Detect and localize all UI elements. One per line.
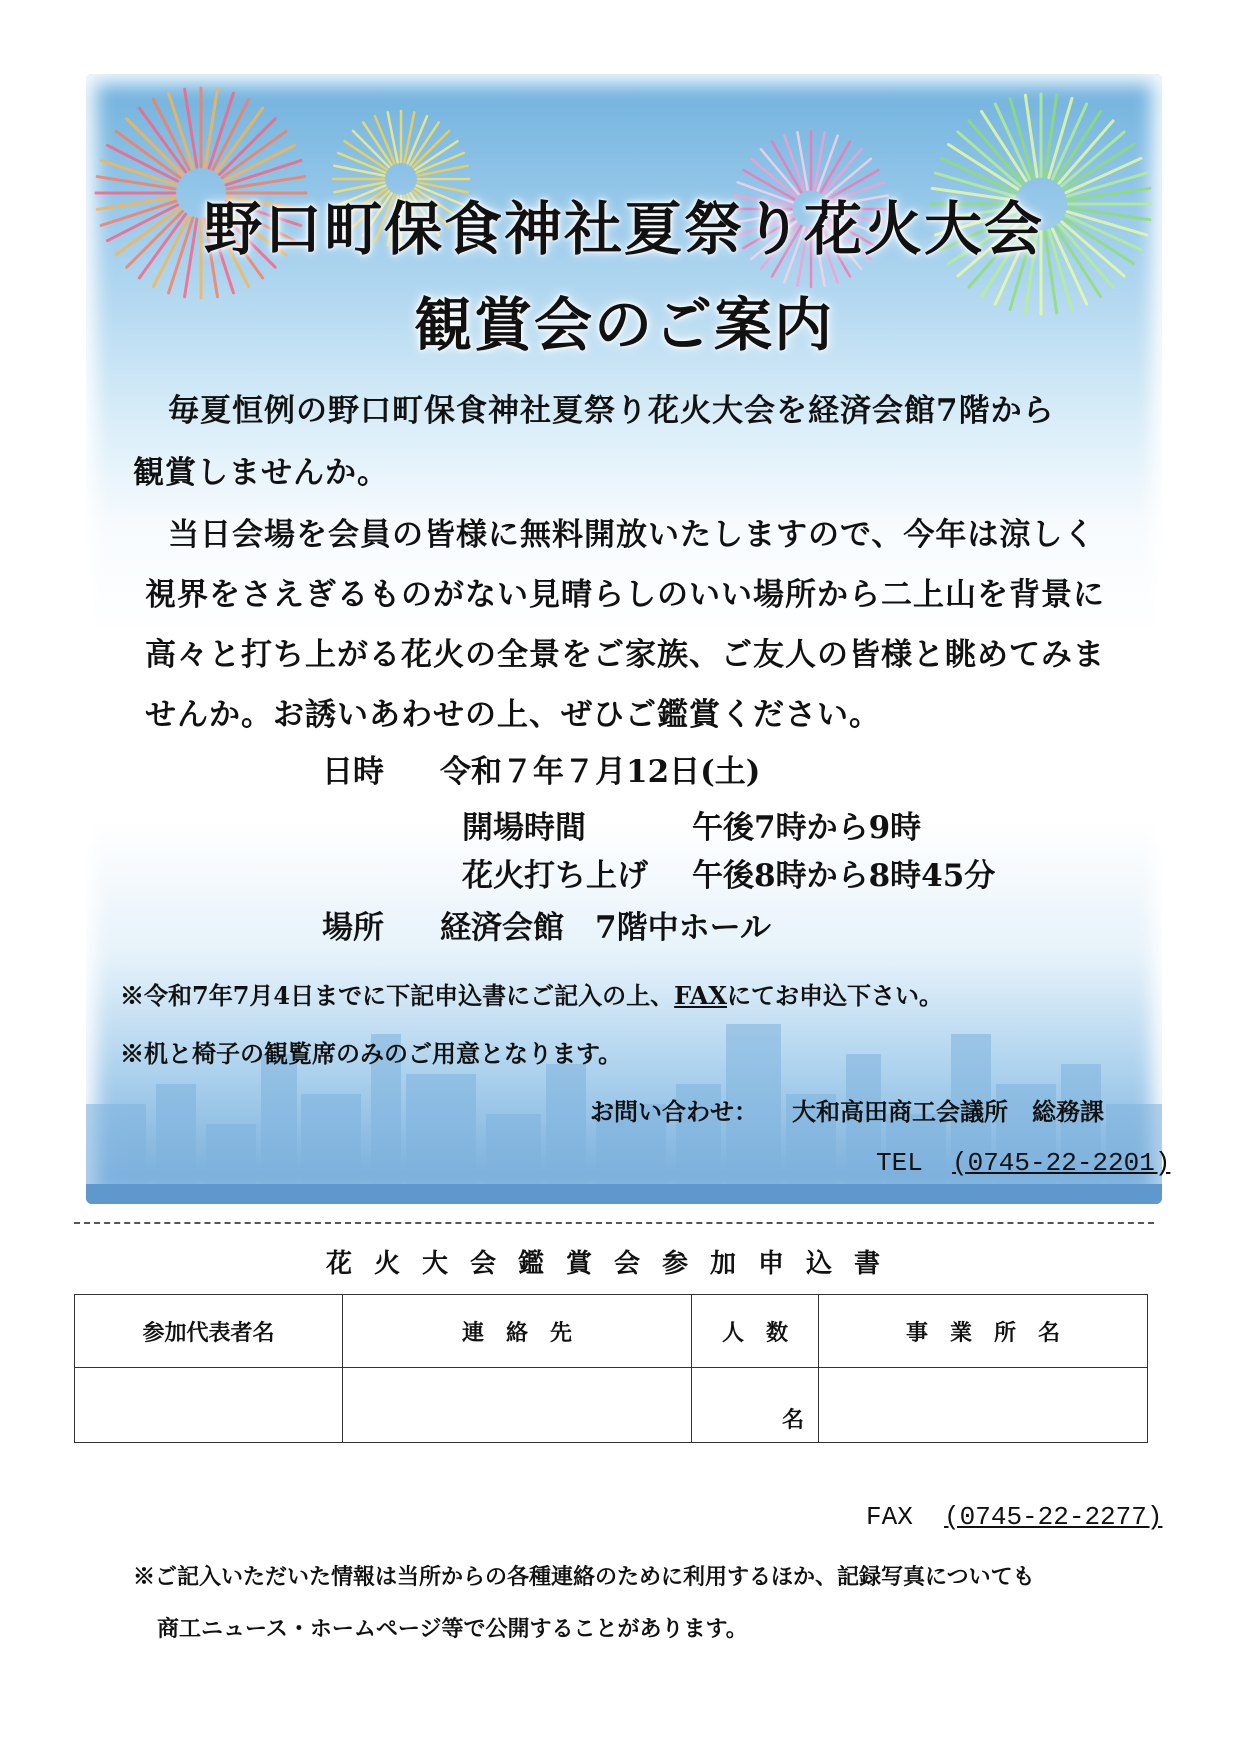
firework-spark xyxy=(418,166,468,176)
privacy-note-line1: ※ご記入いただいた情報は当所からの各種連絡のために利用するほか、記録写真についても xyxy=(133,1564,1035,1590)
place-value: 経済会館 7階中ホール xyxy=(440,910,771,946)
intro-line-2: 観賞しませんか。 xyxy=(133,455,389,491)
firework-spark xyxy=(1049,98,1072,177)
business-name-field[interactable] xyxy=(819,1368,1148,1443)
application-form-table xyxy=(74,1294,1148,1443)
firework-spark xyxy=(169,93,193,168)
contact-tel-label: TEL xyxy=(876,1148,923,1178)
firework-spark xyxy=(334,166,384,176)
firework-spark xyxy=(404,112,414,162)
detail-line-3: 高々と打ち上がる花火の全景をご家族、ご友人の皆様と眺めてみま xyxy=(145,637,1105,673)
fax-value: (0745-22-2277) xyxy=(944,1502,1163,1532)
firework-spark xyxy=(185,89,197,167)
date-value: 令和７年７月12日(土) xyxy=(440,754,761,790)
header-representative: 参加代表者名 xyxy=(75,1295,343,1368)
fireworks-time-value: 午後8時から8時45分 xyxy=(692,858,996,894)
firework-spark xyxy=(1010,98,1033,177)
fax-number xyxy=(866,1502,1162,1532)
deadline-note-pre: ※令和7年7月4日までに下記申込書にご記入の上、 xyxy=(120,981,675,1010)
header-count: 人 数 xyxy=(692,1295,819,1368)
table-row xyxy=(75,1368,1148,1443)
representative-field[interactable] xyxy=(75,1368,343,1443)
header-business-name: 事 業 所 名 xyxy=(819,1295,1148,1368)
place-label: 場所 xyxy=(322,910,384,946)
table-header-row xyxy=(75,1295,1148,1368)
count-field[interactable] xyxy=(692,1368,819,1443)
privacy-note-line2: 商工ニュース・ホームページ等で公開することがあります。 xyxy=(157,1616,748,1642)
header-contact: 連 絡 先 xyxy=(343,1295,692,1368)
detail-line-1: 当日会場を会員の皆様に無料開放いたしますので、今年は涼しく xyxy=(168,517,1096,553)
page-title-line2: 観賞会のご案内 xyxy=(413,291,834,359)
open-time-value: 午後7時から9時 xyxy=(692,810,922,846)
contact-tel: (0745-22-2201) xyxy=(952,1148,1171,1178)
open-time-label: 開場時間 xyxy=(462,810,586,846)
firework-spark xyxy=(1025,95,1037,177)
intro-line-1: 毎夏恒例の野口町保食神社夏祭り花火大会を経済会館7階から xyxy=(168,393,1055,429)
deadline-note xyxy=(120,976,943,1011)
date-label: 日時 xyxy=(322,754,384,790)
fireworks-time-label: 花火打ち上げ xyxy=(462,858,648,894)
firework-spark xyxy=(388,112,398,162)
detail-line-4: せんか。お誘いあわせの上、ぜひご鑑賞ください。 xyxy=(145,697,881,733)
contact-label: お問い合わせ： xyxy=(590,1097,758,1126)
contact-org: 大和高田商工会議所 総務課 xyxy=(792,1097,1104,1126)
deadline-note-fax: FAX xyxy=(674,981,727,1010)
firework-spark xyxy=(205,89,217,167)
cut-line xyxy=(74,1222,1154,1224)
page-title-line1: 野口町保食神社夏祭り花火大会 xyxy=(203,195,1044,263)
contact-field[interactable] xyxy=(343,1368,692,1443)
fax-label: FAX xyxy=(866,1502,913,1532)
firework-spark xyxy=(209,93,233,168)
count-unit: 名 xyxy=(781,1407,804,1433)
seats-note: ※机と椅子の観覧席のみのご用意となります。 xyxy=(120,1039,623,1068)
detail-line-2: 視界をさえぎるものがない見晴らしのいい場所から二上山を背景に xyxy=(145,577,1105,613)
deadline-note-post: にてお申込下さい。 xyxy=(726,981,943,1010)
form-title: 花火大会鑑賞会参加申込書 xyxy=(325,1249,902,1279)
firework-spark xyxy=(1045,95,1057,177)
